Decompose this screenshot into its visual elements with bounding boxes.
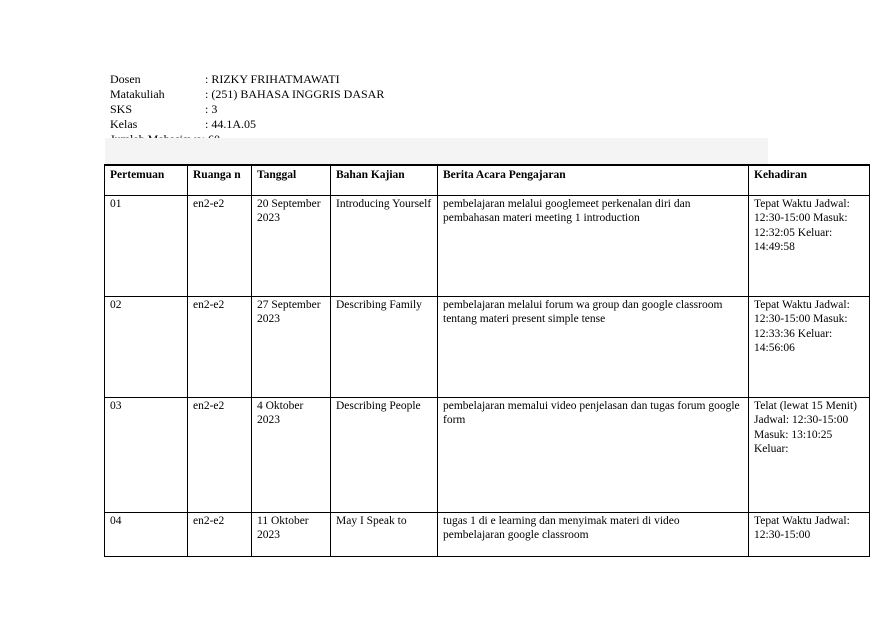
sks-row bbox=[110, 102, 384, 117]
table-row bbox=[105, 196, 870, 297]
matakuliah-label: Matakuliah bbox=[110, 87, 165, 101]
col-berita-acara: Berita Acara Pengajaran bbox=[438, 165, 749, 196]
cell-tanggal: 11 Oktober 2023 bbox=[252, 513, 331, 557]
cell-bahan: May I Speak to bbox=[331, 513, 438, 557]
cell-ruangan: en2-e2 bbox=[188, 297, 252, 398]
cell-berita: pembelajaran melalui forum wa group dan google classroom tentang materi present simple tense bbox=[438, 297, 749, 398]
col-ruangan: Ruanga n bbox=[188, 165, 252, 196]
table-row bbox=[105, 297, 870, 398]
sks-label: SKS bbox=[110, 102, 133, 116]
cell-pertemuan: 01 bbox=[105, 196, 188, 297]
matakuliah-row bbox=[110, 87, 384, 102]
col-kehadiran: Kehadiran bbox=[749, 165, 870, 196]
cell-bahan: Introducing Yourself bbox=[331, 196, 438, 297]
col-tanggal: Tanggal bbox=[252, 165, 331, 196]
cell-berita: pembelajaran melalui googlemeet perkenalan diri dan pembahasan materi meeting 1 introduction bbox=[438, 196, 749, 297]
table-row bbox=[105, 513, 870, 557]
cell-pertemuan: 02 bbox=[105, 297, 188, 398]
attendance-table bbox=[104, 164, 870, 557]
cell-bahan: Describing Family bbox=[331, 297, 438, 398]
cell-ruangan: en2-e2 bbox=[188, 196, 252, 297]
cell-berita: pembelajaran memalui video penjelasan dan tugas forum google form bbox=[438, 398, 749, 513]
course-info bbox=[110, 72, 384, 147]
table-header-row bbox=[105, 165, 870, 196]
col-bahan-kajian: Bahan Kajian bbox=[331, 165, 438, 196]
cell-kehadiran: Telat (lewat 15 Menit) Jadwal: 12:30-15:00 Masuk: 13:10:25 Keluar: bbox=[749, 398, 870, 513]
kelas-row bbox=[110, 117, 384, 132]
kelas-value: : 44.1A.05 bbox=[205, 117, 256, 131]
cell-berita: tugas 1 di e learning dan menyimak materi di video pembelajaran google classroom bbox=[438, 513, 749, 557]
cell-kehadiran: Tepat Waktu Jadwal: 12:30-15:00 bbox=[749, 513, 870, 557]
col-pertemuan: Pertemuan bbox=[105, 165, 188, 196]
cell-tanggal: 4 Oktober 2023 bbox=[252, 398, 331, 513]
dosen-row bbox=[110, 72, 384, 87]
matakuliah-value: : (251) BAHASA INGGRIS DASAR bbox=[205, 87, 385, 101]
cell-pertemuan: 04 bbox=[105, 513, 188, 557]
sks-value: : 3 bbox=[205, 102, 218, 116]
table-row bbox=[105, 398, 870, 513]
cell-ruangan: en2-e2 bbox=[188, 513, 252, 557]
header-shading bbox=[105, 138, 768, 164]
cell-bahan: Describing People bbox=[331, 398, 438, 513]
kelas-label: Kelas bbox=[110, 117, 138, 131]
dosen-label: Dosen bbox=[110, 72, 141, 86]
cell-ruangan: en2-e2 bbox=[188, 398, 252, 513]
dosen-value: : RIZKY FRIHATMAWATI bbox=[205, 72, 340, 86]
cell-tanggal: 20 September 2023 bbox=[252, 196, 331, 297]
cell-pertemuan: 03 bbox=[105, 398, 188, 513]
cell-kehadiran: Tepat Waktu Jadwal: 12:30-15:00 Masuk: 12:33:36 Keluar: 14:56:06 bbox=[749, 297, 870, 398]
cell-tanggal: 27 September 2023 bbox=[252, 297, 331, 398]
cell-kehadiran: Tepat Waktu Jadwal: 12:30-15:00 Masuk: 12:32:05 Keluar: 14:49:58 bbox=[749, 196, 870, 297]
